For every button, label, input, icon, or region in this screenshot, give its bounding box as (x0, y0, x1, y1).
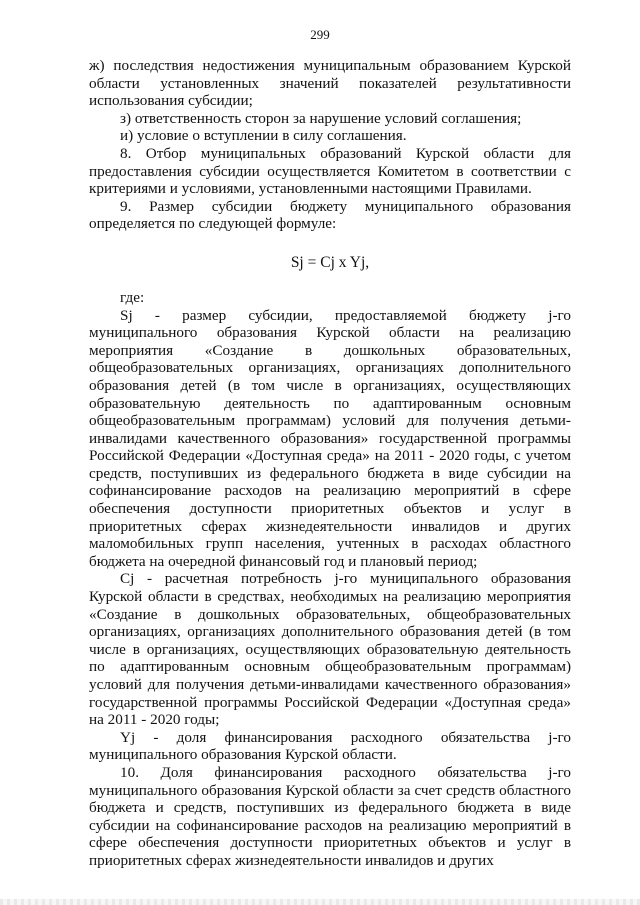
page-number: 299 (310, 27, 330, 42)
paragraph-item-i: и) условие о вступлении в силу соглашения. (120, 127, 407, 145)
subsidy-formula: Sj = Cj x Yj, (290, 253, 370, 271)
paragraph-clause-9: 9. Размер субсидии бюджету муниципального образования определяется по следующей формуле: (89, 197, 571, 233)
document-body (89, 57, 571, 870)
paragraph-definition-yj: Yj - доля финансирования расходного обязательства j-го муниципального образования Курской области. (89, 728, 571, 764)
paragraph-item-z: з) ответственность сторон за нарушение условий соглашения; (120, 109, 522, 127)
paragraph-definition-sj: Sj - размер субсидии, предоставляемой бюджету j-го муниципального образования Курской области на реализацию мероприятия «Создание в дошкольных образовательных, общеобразовательных организациях, организациях дополнительного образования детей (в том числе в организациях, осуществляющих образовательную деятельность по адаптированным основным общеобразовательным программам) условий для получения детьми-инвалидами качественного образования» государственной программы Российской Федерации «Доступная среда» на 2011 - 2020 годы, с учетом средств, поступивших из федерального бюджета в виде субсидии на софинансирование расходов на реализацию мероприятий в сфере обеспечения доступности приоритетных объектов и услуг в приоритетных сферах жизнедеятельности инвалидов и других маломобильных групп населения, учтенных в расходах областного бюджета на очередной финансовый год и плановый период; (89, 306, 571, 570)
paragraph-clause-8: 8. Отбор муниципальных образований Курской области для предоставления субсидии осуществляется Комитетом в соответствии с критериями и условиями, установленными настоящими Правилами. (89, 144, 571, 198)
scan-edge-mark (0, 899, 640, 905)
paragraph-definition-cj: Cj - расчетная потребность j-го муниципального образования Курской области в средствах, необходимых на реализацию мероприятия «Создание в дошкольных образовательных, общеобразовательных организациях, организациях дополнительного образования детей (в том числе в организациях, осуществляющих образовательную деятельность по адаптированным основным общеобразовательным программам) условий для получения детьми-инвалидами качественного образования» государственной программы Российской Федерации «Доступная среда» на 2011 - 2020 годы; (89, 570, 571, 729)
paragraph-item-zh: ж) последствия недостижения муниципальным образованием Курской области установленных значений показателей результативности использования субсидии; (89, 57, 571, 110)
paragraph-clause-10: 10. Доля финансирования расходного обязательства j-го муниципального образования Курской области за счет средств областного бюджета и средств, поступивших из федерального бюджета в виде субсидии на софинансирование расходов на реализацию мероприятий в сфере обеспечения доступности приоритетных объектов и услуг в приоритетных сферах жизнедеятельности инвалидов и других (89, 763, 571, 869)
paragraph-where: где: (120, 288, 145, 306)
